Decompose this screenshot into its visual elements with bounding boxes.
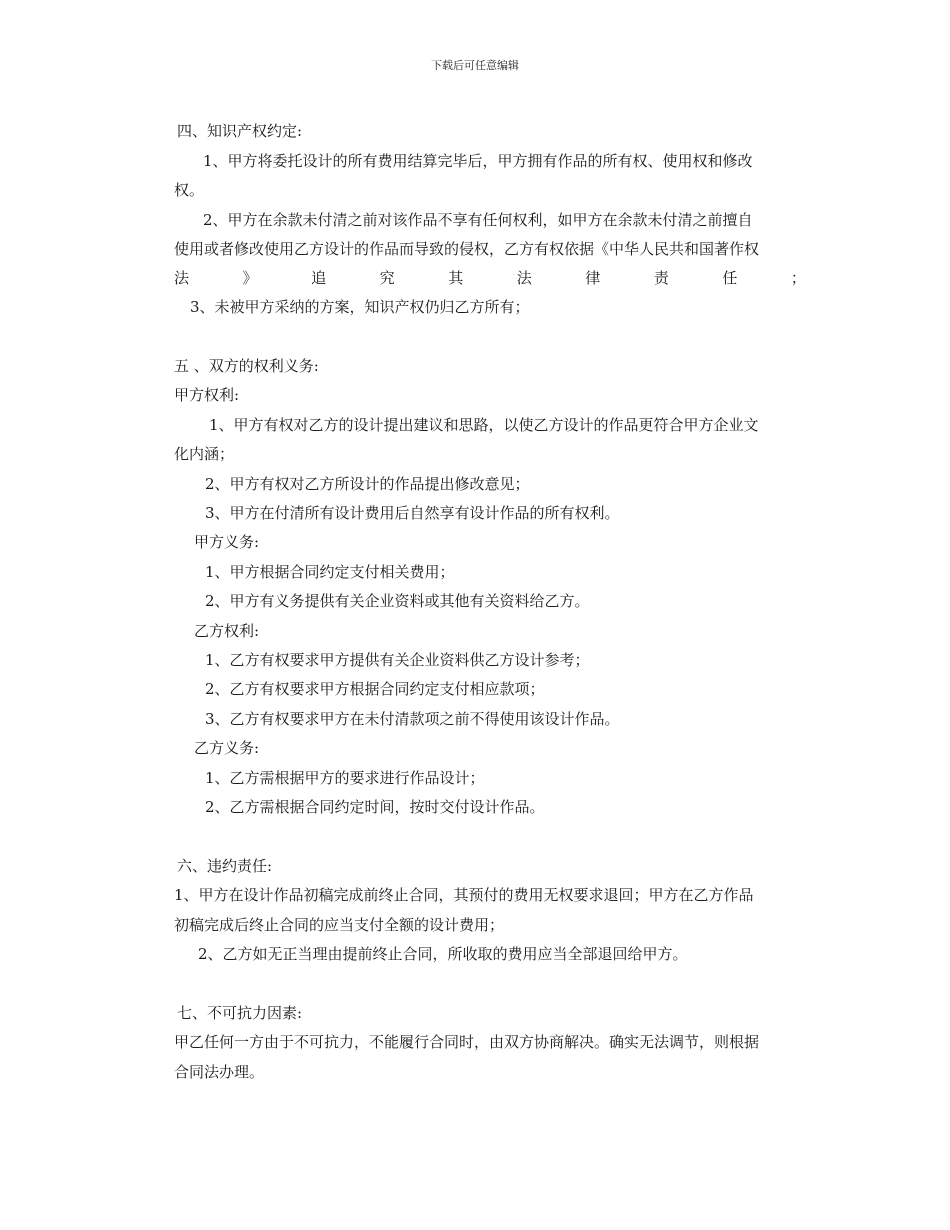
- subsection-title: 乙方权利:: [194, 622, 260, 640]
- justified-char: 任: [722, 269, 738, 287]
- paragraph-line: 化内涵；: [174, 445, 235, 463]
- list-item: 3、乙方有权要求甲方在未付清款项之前不得使用该设计作品。: [205, 710, 620, 728]
- list-item: 2、乙方有权要求甲方根据合同约定支付相应款项；: [205, 680, 545, 698]
- justified-char: 责: [653, 269, 669, 287]
- paragraph-line: 甲乙任何一方由于不可抗力，不能履行合同时，由双方协商解决。确实无法调节，则根据: [174, 1033, 760, 1051]
- paragraph-line: 使用或者修改使用乙方设计的作品而导致的侵权，乙方有权依据《中华人民共和国著作权: [174, 240, 760, 258]
- section-title: 七、不可抗力因素:: [177, 1004, 303, 1022]
- subsection-title: 甲方权利:: [174, 386, 240, 404]
- list-item: 1、乙方需根据甲方的要求进行作品设计；: [205, 769, 485, 787]
- justified-char: ；: [790, 269, 806, 287]
- page-header: 下载后可任意编辑: [431, 59, 519, 72]
- justified-char: 究: [379, 269, 395, 287]
- section-title: 四、知识产权约定:: [177, 122, 303, 140]
- justified-char: 法: [174, 269, 190, 287]
- justified-line: [174, 268, 806, 288]
- subsection-title: 甲方义务:: [194, 533, 260, 551]
- list-item: 1、甲方根据合同约定支付相关费用；: [205, 563, 455, 581]
- paragraph-line: 权。: [174, 181, 205, 199]
- list-item: 2、甲方有权对乙方所设计的作品提出修改意见；: [205, 475, 530, 493]
- paragraph-line: 3、未被甲方采纳的方案，知识产权仍归乙方所有；: [190, 298, 530, 316]
- justified-char: 律: [585, 269, 601, 287]
- list-item: 1、乙方有权要求甲方提供有关企业资料供乙方设计参考；: [205, 651, 590, 669]
- paragraph-line: 1、甲方将委托设计的所有费用结算完毕后，甲方拥有作品的所有权、使用权和修改: [203, 152, 753, 170]
- list-item: 2、甲方有义务提供有关企业资料或其他有关资料给乙方。: [205, 592, 590, 610]
- section-title: 五 、双方的权利义务:: [174, 357, 319, 375]
- paragraph-line: 2、乙方如无正当理由提前终止合同，所收取的费用应当全部退回给甲方。: [198, 945, 688, 963]
- paragraph-line: 1、甲方有权对乙方的设计提出建议和思路，以使乙方设计的作品更符合甲方企业文: [209, 416, 759, 434]
- justified-char: 其: [448, 269, 464, 287]
- justified-char: 追: [311, 269, 327, 287]
- list-item: 2、乙方需根据合同约定时间，按时交付设计作品。: [205, 798, 545, 816]
- justified-char: 法: [516, 269, 532, 287]
- justified-char: 》: [242, 269, 258, 287]
- paragraph-line: 合同法办理。: [174, 1063, 265, 1081]
- subsection-title: 乙方义务:: [194, 739, 260, 757]
- paragraph-line: 2、甲方在余款未付清之前对该作品不享有任何权利，如甲方在余款未付清之前擅自: [203, 211, 753, 229]
- section-title: 六、违约责任:: [177, 857, 273, 875]
- list-item: 3、甲方在付清所有设计费用后自然享有设计作品的所有权利。: [205, 504, 620, 522]
- paragraph-line: 1、甲方在设计作品初稿完成前终止合同，其预付的费用无权要求退回；甲方在乙方作品: [174, 886, 754, 904]
- paragraph-line: 初稿完成后终止合同的应当支付全额的设计费用；: [174, 916, 505, 934]
